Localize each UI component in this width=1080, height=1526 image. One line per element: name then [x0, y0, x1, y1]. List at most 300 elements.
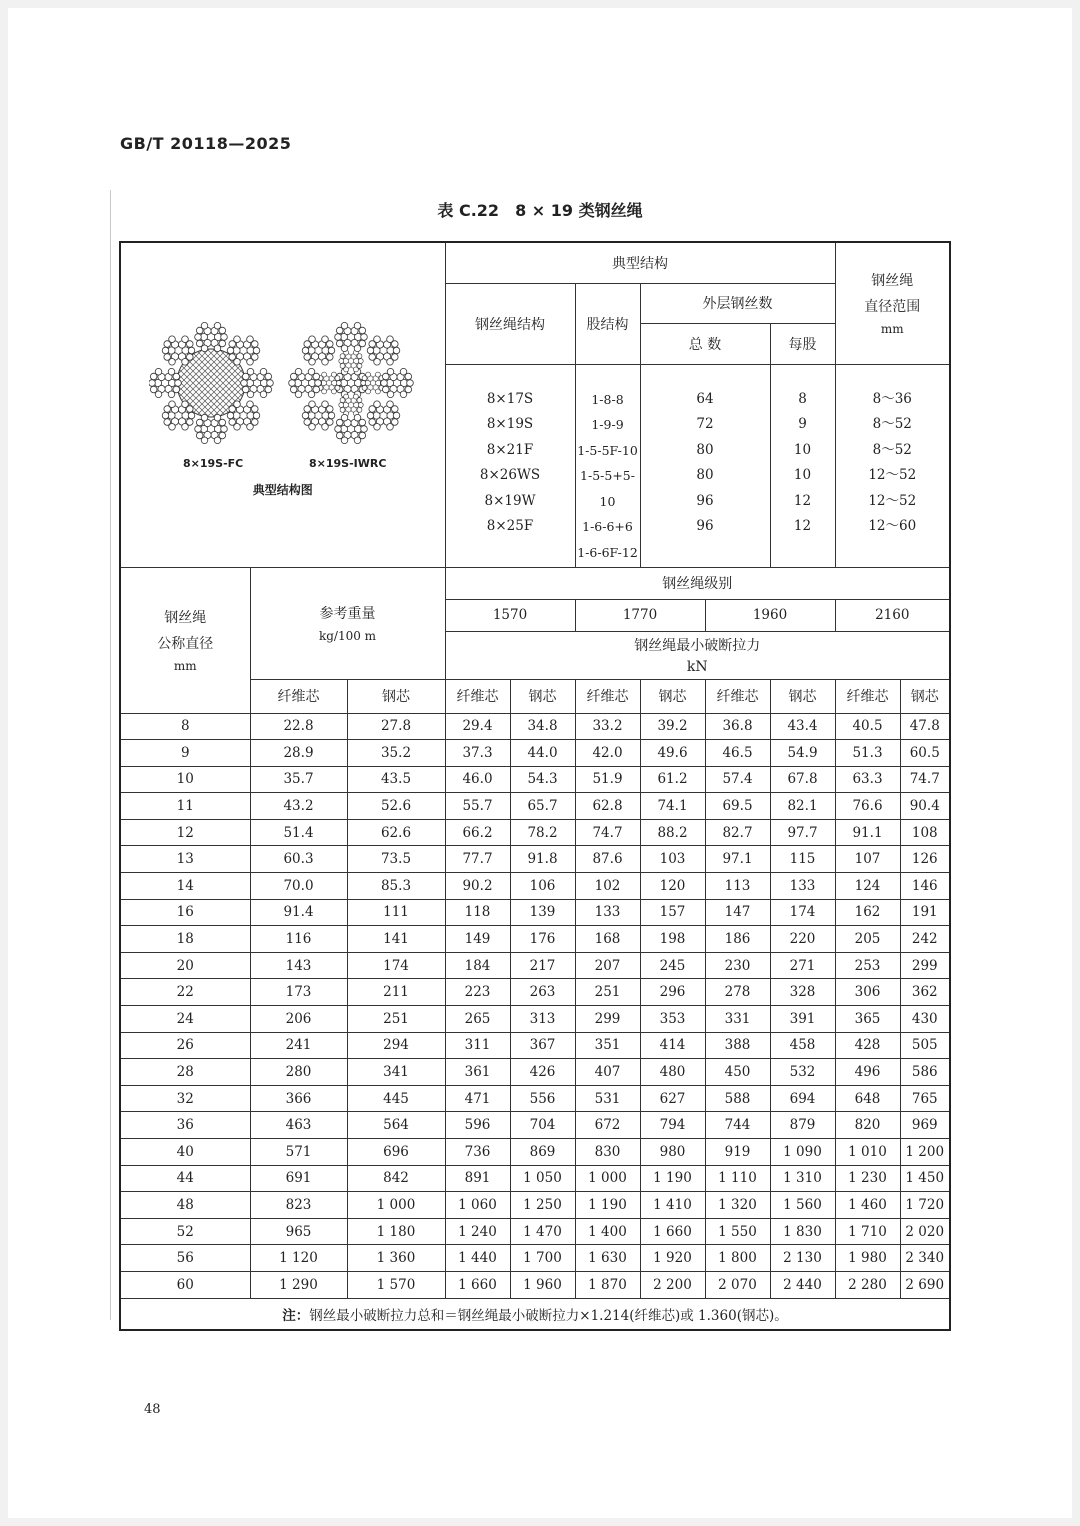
value-cell: 450 — [705, 1059, 770, 1086]
value-cell: 830 — [575, 1139, 640, 1166]
per-strand-wires: 10 — [793, 441, 812, 458]
value-cell: 265 — [445, 1006, 510, 1033]
rope-structure: 8×21F — [486, 441, 534, 458]
value-cell: 367 — [510, 1032, 575, 1059]
nominal-diameter-cell: 11 — [120, 793, 250, 820]
value-cell: 223 — [445, 979, 510, 1006]
strand-structure: 1-6-6+6 — [582, 519, 633, 535]
value-cell: 91.8 — [510, 846, 575, 873]
value-cell: 672 — [575, 1112, 640, 1139]
note-text: 钢丝最小破断拉力总和＝钢丝绳最小破断拉力×1.214(纤维芯)或 1.360(钢芯)。 — [309, 1307, 788, 1324]
value-cell: 341 — [347, 1059, 445, 1086]
value-cell: 157 — [640, 899, 705, 926]
per-strand-wires: 12 — [793, 492, 812, 509]
value-cell: 77.7 — [445, 846, 510, 873]
value-cell: 1 000 — [575, 1165, 640, 1192]
value-cell: 704 — [510, 1112, 575, 1139]
value-cell: 174 — [770, 899, 835, 926]
value-cell: 1 000 — [347, 1192, 445, 1219]
value-cell: 1 550 — [705, 1218, 770, 1245]
value-cell: 1 700 — [510, 1245, 575, 1272]
diameter-range: 12～52 — [868, 467, 917, 484]
value-cell: 28.9 — [250, 740, 347, 767]
value-cell: 37.3 — [445, 740, 510, 767]
nominal-diameter-line2: 公称直径 — [157, 636, 214, 652]
value-cell: 1 660 — [445, 1271, 510, 1298]
value-cell: 62.8 — [575, 793, 640, 820]
value-cell: 278 — [705, 979, 770, 1006]
value-cell: 39.2 — [640, 713, 705, 740]
nominal-diameter-cell: 36 — [120, 1112, 250, 1139]
data-body — [120, 713, 950, 1298]
min-breaking-force-unit: kN — [686, 659, 708, 675]
diameter-range-unit: mm — [880, 322, 904, 337]
value-cell: 143 — [250, 952, 347, 979]
value-cell: 1 090 — [770, 1139, 835, 1166]
total-wires: 80 — [696, 467, 714, 484]
value-cell: 428 — [835, 1032, 900, 1059]
value-cell: 27.8 — [347, 713, 445, 740]
value-cell: 1 200 — [900, 1139, 950, 1166]
nominal-diameter-cell: 24 — [120, 1006, 250, 1033]
value-cell: 426 — [510, 1059, 575, 1086]
per-strand-wires: 10 — [793, 467, 812, 484]
diameter-range: 8～52 — [872, 416, 912, 433]
per-strand-list — [770, 364, 835, 567]
table-note — [120, 1298, 950, 1330]
table-row — [120, 1165, 950, 1192]
value-cell: 505 — [900, 1032, 950, 1059]
wire-rope-table — [119, 241, 951, 1331]
value-cell: 46.0 — [445, 766, 510, 793]
value-cell: 328 — [770, 979, 835, 1006]
nominal-diameter-cell: 16 — [120, 899, 250, 926]
value-cell: 1 720 — [900, 1192, 950, 1219]
force-fiber-core-header: 纤维芯 — [575, 679, 640, 713]
value-cell: 299 — [575, 1006, 640, 1033]
value-cell: 2 280 — [835, 1271, 900, 1298]
nominal-diameter-cell: 22 — [120, 979, 250, 1006]
value-cell: 57.4 — [705, 766, 770, 793]
strand-structure: 1-8-8 — [591, 391, 624, 407]
value-cell: 88.2 — [640, 819, 705, 846]
value-cell: 146 — [900, 873, 950, 900]
value-cell: 388 — [705, 1032, 770, 1059]
value-cell: 253 — [835, 952, 900, 979]
nominal-diameter-cell: 26 — [120, 1032, 250, 1059]
value-cell: 299 — [900, 952, 950, 979]
table-row — [120, 766, 950, 793]
value-cell: 74.7 — [900, 766, 950, 793]
table-row — [120, 1139, 950, 1166]
value-cell: 22.8 — [250, 713, 347, 740]
value-cell: 869 — [510, 1139, 575, 1166]
value-cell: 207 — [575, 952, 640, 979]
value-cell: 162 — [835, 899, 900, 926]
table-row — [120, 1245, 950, 1272]
nominal-diameter-cell: 12 — [120, 819, 250, 846]
value-cell: 126 — [900, 846, 950, 873]
value-cell: 564 — [347, 1112, 445, 1139]
value-cell: 133 — [575, 899, 640, 926]
value-cell: 107 — [835, 846, 900, 873]
value-cell: 556 — [510, 1085, 575, 1112]
value-cell: 765 — [900, 1085, 950, 1112]
table-row — [120, 1006, 950, 1033]
value-cell: 306 — [835, 979, 900, 1006]
document-code: GB/T 20118—2025 — [120, 134, 292, 153]
grade-1770: 1770 — [575, 599, 705, 631]
min-breaking-force-header — [445, 631, 950, 679]
table-row — [120, 1271, 950, 1298]
value-cell: 648 — [835, 1085, 900, 1112]
rope-structure: 8×17S — [486, 390, 534, 407]
page-number: 48 — [144, 1402, 161, 1417]
value-cell: 43.5 — [347, 766, 445, 793]
value-cell: 311 — [445, 1032, 510, 1059]
value-cell: 108 — [900, 819, 950, 846]
grade-header: 钢丝绳级别 — [445, 567, 950, 599]
total-header: 总 数 — [640, 323, 770, 364]
table-row — [120, 873, 950, 900]
value-cell: 294 — [347, 1032, 445, 1059]
value-cell: 52.6 — [347, 793, 445, 820]
value-cell: 471 — [445, 1085, 510, 1112]
value-cell: 823 — [250, 1192, 347, 1219]
table-row — [120, 899, 950, 926]
value-cell: 965 — [250, 1218, 347, 1245]
value-cell: 696 — [347, 1139, 445, 1166]
nominal-diameter-cell: 10 — [120, 766, 250, 793]
value-cell: 1 980 — [835, 1245, 900, 1272]
value-cell: 73.5 — [347, 846, 445, 873]
table-row — [120, 979, 950, 1006]
value-cell: 1 060 — [445, 1192, 510, 1219]
value-cell: 217 — [510, 952, 575, 979]
value-cell: 120 — [640, 873, 705, 900]
value-cell: 147 — [705, 899, 770, 926]
value-cell: 91.1 — [835, 819, 900, 846]
force-fiber-core-header: 纤维芯 — [445, 679, 510, 713]
total-wires: 64 — [696, 390, 714, 407]
nominal-diameter-cell: 40 — [120, 1139, 250, 1166]
value-cell: 141 — [347, 926, 445, 953]
table-row — [120, 1192, 950, 1219]
rope-structure-header: 钢丝绳结构 — [445, 283, 575, 364]
value-cell: 174 — [347, 952, 445, 979]
value-cell: 205 — [835, 926, 900, 953]
value-cell: 43.4 — [770, 713, 835, 740]
total-wires-list — [640, 364, 770, 567]
margin-line — [110, 190, 111, 1320]
value-cell: 90.2 — [445, 873, 510, 900]
table-row — [120, 952, 950, 979]
value-cell: 313 — [510, 1006, 575, 1033]
nominal-diameter-cell: 44 — [120, 1165, 250, 1192]
value-cell: 51.9 — [575, 766, 640, 793]
fig-caption-fc: 8×19S-FC — [183, 457, 244, 470]
value-cell: 55.7 — [445, 793, 510, 820]
value-cell: 532 — [770, 1059, 835, 1086]
structure-figure-cell — [120, 242, 445, 567]
table-row — [120, 713, 950, 740]
value-cell: 60.5 — [900, 740, 950, 767]
value-cell: 1 400 — [575, 1218, 640, 1245]
value-cell: 1 120 — [250, 1245, 347, 1272]
value-cell: 463 — [250, 1112, 347, 1139]
total-wires: 96 — [696, 518, 714, 535]
value-cell: 1 010 — [835, 1139, 900, 1166]
strand-structure-list — [575, 364, 640, 567]
value-cell: 627 — [640, 1085, 705, 1112]
value-cell: 362 — [900, 979, 950, 1006]
value-cell: 36.8 — [705, 713, 770, 740]
strand-structure: 1-9-9 — [591, 417, 624, 433]
table-row — [120, 1032, 950, 1059]
value-cell: 1 570 — [347, 1271, 445, 1298]
rope-structure: 8×26WS — [479, 467, 541, 484]
value-cell: 176 — [510, 926, 575, 953]
table-row — [120, 846, 950, 873]
value-cell: 65.7 — [510, 793, 575, 820]
value-cell: 1 920 — [640, 1245, 705, 1272]
nominal-diameter-cell: 13 — [120, 846, 250, 873]
outer-wires-header: 外层钢丝数 — [640, 283, 835, 323]
value-cell: 1 240 — [445, 1218, 510, 1245]
total-wires: 80 — [696, 441, 714, 458]
value-cell: 694 — [770, 1085, 835, 1112]
value-cell: 1 110 — [705, 1165, 770, 1192]
strand-structure: 1-5-5F-10 — [577, 442, 638, 458]
value-cell: 1 250 — [510, 1192, 575, 1219]
table-row — [120, 926, 950, 953]
value-cell: 115 — [770, 846, 835, 873]
value-cell: 1 310 — [770, 1165, 835, 1192]
value-cell: 351 — [575, 1032, 640, 1059]
value-cell: 969 — [900, 1112, 950, 1139]
value-cell: 445 — [347, 1085, 445, 1112]
value-cell: 596 — [445, 1112, 510, 1139]
per-strand-header: 每股 — [770, 323, 835, 364]
typical-structure-header: 典型结构 — [445, 242, 835, 283]
value-cell: 353 — [640, 1006, 705, 1033]
value-cell: 74.7 — [575, 819, 640, 846]
value-cell: 2 020 — [900, 1218, 950, 1245]
fig-caption-iwrc: 8×19S-IWRC — [309, 457, 387, 470]
nominal-diameter-cell: 60 — [120, 1271, 250, 1298]
value-cell: 191 — [900, 899, 950, 926]
nominal-diameter-cell: 32 — [120, 1085, 250, 1112]
value-cell: 42.0 — [575, 740, 640, 767]
value-cell: 33.2 — [575, 713, 640, 740]
value-cell: 133 — [770, 873, 835, 900]
value-cell: 794 — [640, 1112, 705, 1139]
weight-steel-core-header: 钢芯 — [347, 679, 445, 713]
value-cell: 29.4 — [445, 713, 510, 740]
nominal-diameter-cell: 8 — [120, 713, 250, 740]
table-row — [120, 793, 950, 820]
value-cell: 149 — [445, 926, 510, 953]
value-cell: 87.6 — [575, 846, 640, 873]
nominal-diameter-cell: 48 — [120, 1192, 250, 1219]
value-cell: 980 — [640, 1139, 705, 1166]
value-cell: 82.1 — [770, 793, 835, 820]
value-cell: 118 — [445, 899, 510, 926]
value-cell: 54.9 — [770, 740, 835, 767]
table-row — [120, 1112, 950, 1139]
value-cell: 184 — [445, 952, 510, 979]
table-row — [120, 819, 950, 846]
value-cell: 113 — [705, 873, 770, 900]
value-cell: 2 200 — [640, 1271, 705, 1298]
nominal-diameter-cell: 18 — [120, 926, 250, 953]
value-cell: 571 — [250, 1139, 347, 1166]
value-cell: 586 — [900, 1059, 950, 1086]
value-cell: 173 — [250, 979, 347, 1006]
value-cell: 106 — [510, 873, 575, 900]
value-cell: 139 — [510, 899, 575, 926]
force-fiber-core-header: 纤维芯 — [835, 679, 900, 713]
diameter-range-header — [835, 242, 950, 364]
value-cell: 78.2 — [510, 819, 575, 846]
value-cell: 430 — [900, 1006, 950, 1033]
value-cell: 496 — [835, 1059, 900, 1086]
strand-structure: 1-5-5+5-10 — [580, 468, 635, 509]
value-cell: 54.3 — [510, 766, 575, 793]
value-cell: 241 — [250, 1032, 347, 1059]
value-cell: 220 — [770, 926, 835, 953]
value-cell: 251 — [347, 1006, 445, 1033]
value-cell: 1 410 — [640, 1192, 705, 1219]
value-cell: 198 — [640, 926, 705, 953]
min-breaking-force-label: 钢丝绳最小破断拉力 — [634, 638, 761, 654]
value-cell: 82.7 — [705, 819, 770, 846]
value-cell: 1 230 — [835, 1165, 900, 1192]
value-cell: 2 070 — [705, 1271, 770, 1298]
nominal-diameter-cell: 28 — [120, 1059, 250, 1086]
value-cell: 1 180 — [347, 1218, 445, 1245]
value-cell: 296 — [640, 979, 705, 1006]
table-row — [120, 740, 950, 767]
value-cell: 206 — [250, 1006, 347, 1033]
value-cell: 736 — [445, 1139, 510, 1166]
value-cell: 46.5 — [705, 740, 770, 767]
value-cell: 407 — [575, 1059, 640, 1086]
rope-structure: 8×25F — [486, 518, 534, 535]
value-cell: 1 290 — [250, 1271, 347, 1298]
value-cell: 2 130 — [770, 1245, 835, 1272]
value-cell: 35.7 — [250, 766, 347, 793]
value-cell: 43.2 — [250, 793, 347, 820]
value-cell: 67.8 — [770, 766, 835, 793]
value-cell: 271 — [770, 952, 835, 979]
rope-structure: 8×19W — [484, 492, 536, 509]
value-cell: 90.4 — [900, 793, 950, 820]
table-row — [120, 1218, 950, 1245]
value-cell: 49.6 — [640, 740, 705, 767]
value-cell: 34.8 — [510, 713, 575, 740]
value-cell: 60.3 — [250, 846, 347, 873]
value-cell: 251 — [575, 979, 640, 1006]
value-cell: 186 — [705, 926, 770, 953]
force-steel-core-header: 钢芯 — [770, 679, 835, 713]
value-cell: 211 — [347, 979, 445, 1006]
value-cell: 1 660 — [640, 1218, 705, 1245]
nominal-diameter-cell: 20 — [120, 952, 250, 979]
value-cell: 691 — [250, 1165, 347, 1192]
value-cell: 879 — [770, 1112, 835, 1139]
value-cell: 51.3 — [835, 740, 900, 767]
value-cell: 116 — [250, 926, 347, 953]
value-cell: 1 360 — [347, 1245, 445, 1272]
strand-structure: 1-6-6F-12 — [577, 545, 638, 561]
value-cell: 111 — [347, 899, 445, 926]
value-cell: 1 710 — [835, 1218, 900, 1245]
grade-1960: 1960 — [705, 599, 835, 631]
force-fiber-core-header: 纤维芯 — [705, 679, 770, 713]
value-cell: 51.4 — [250, 819, 347, 846]
value-cell: 85.3 — [347, 873, 445, 900]
diameter-range: 8～36 — [872, 390, 912, 407]
value-cell: 63.3 — [835, 766, 900, 793]
total-wires: 96 — [696, 492, 714, 509]
force-steel-core-header: 钢芯 — [510, 679, 575, 713]
value-cell: 891 — [445, 1165, 510, 1192]
value-cell: 1 800 — [705, 1245, 770, 1272]
value-cell: 1 460 — [835, 1192, 900, 1219]
value-cell: 1 190 — [575, 1192, 640, 1219]
value-cell: 919 — [705, 1139, 770, 1166]
value-cell: 47.8 — [900, 713, 950, 740]
value-cell: 361 — [445, 1059, 510, 1086]
nominal-diameter-header — [120, 567, 250, 713]
value-cell: 1 450 — [900, 1165, 950, 1192]
value-cell: 458 — [770, 1032, 835, 1059]
value-cell: 35.2 — [347, 740, 445, 767]
value-cell: 1 190 — [640, 1165, 705, 1192]
rope-cross-section-figure — [149, 315, 419, 455]
value-cell: 97.1 — [705, 846, 770, 873]
value-cell: 588 — [705, 1085, 770, 1112]
value-cell: 97.7 — [770, 819, 835, 846]
grade-2160: 2160 — [835, 599, 950, 631]
per-strand-wires: 9 — [798, 416, 807, 433]
table-title: 表 C.22 8 × 19 类钢丝绳 — [437, 201, 643, 220]
value-cell: 1 630 — [575, 1245, 640, 1272]
value-cell: 1 470 — [510, 1218, 575, 1245]
value-cell: 91.4 — [250, 899, 347, 926]
value-cell: 1 560 — [770, 1192, 835, 1219]
value-cell: 263 — [510, 979, 575, 1006]
value-cell: 124 — [835, 873, 900, 900]
value-cell: 2 440 — [770, 1271, 835, 1298]
value-cell: 1 050 — [510, 1165, 575, 1192]
value-cell: 531 — [575, 1085, 640, 1112]
value-cell: 1 870 — [575, 1271, 640, 1298]
rope-structure-list — [445, 364, 575, 567]
reference-weight-unit: kg/100 m — [318, 629, 377, 643]
value-cell: 61.2 — [640, 766, 705, 793]
reference-weight-line1: 参考重量 — [319, 606, 376, 622]
value-cell: 480 — [640, 1059, 705, 1086]
value-cell: 744 — [705, 1112, 770, 1139]
force-steel-core-header: 钢芯 — [640, 679, 705, 713]
value-cell: 2 340 — [900, 1245, 950, 1272]
value-cell: 76.6 — [835, 793, 900, 820]
rope-structure: 8×19S — [486, 416, 534, 433]
value-cell: 103 — [640, 846, 705, 873]
value-cell: 2 690 — [900, 1271, 950, 1298]
